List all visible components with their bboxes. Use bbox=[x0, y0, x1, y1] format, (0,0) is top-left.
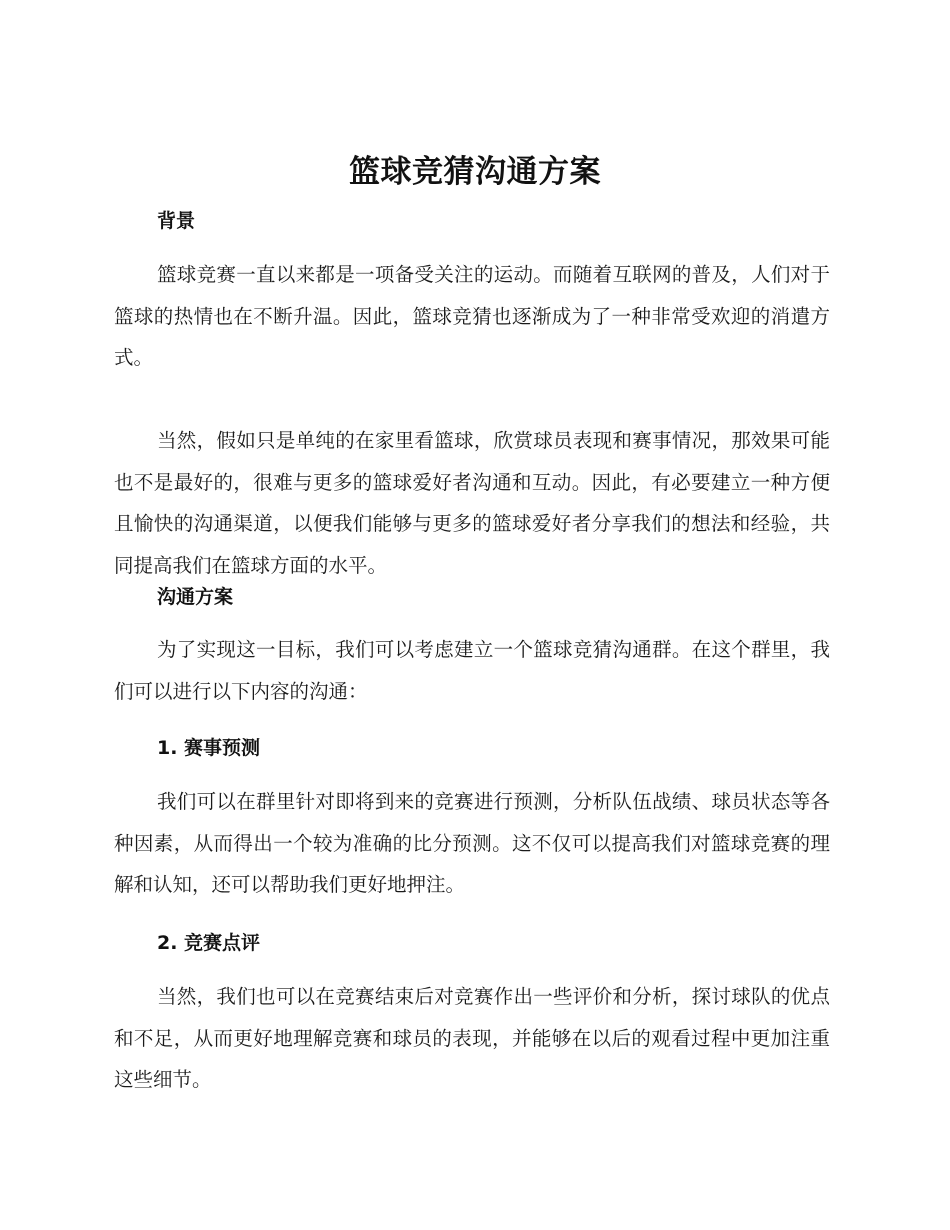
item-heading-match-prediction: 1. 赛事预测 bbox=[157, 737, 261, 759]
page-title: 篮球竞猜沟通方案 bbox=[349, 154, 601, 190]
paragraph-background-1: 篮球竞赛一直以来都是一项备受关注的运动。而随着互联网的普及，人们对于篮球的热情也在不断升温。因此，篮球竞猜也逐渐成为了一种非常受欢迎的消遣方式。 bbox=[114, 263, 830, 369]
paragraph-background-2: 当然，假如只是单纯的在家里看篮球，欣赏球员表现和赛事情况，那效果可能也不是最好的，很难与更多的篮球爱好者沟通和互动。因此，有必要建立一种方便且愉快的沟通渠道，以便我们能够与更多的篮球爱好者分享我们的想法和经验，共同提高我们在篮球方面的水平。 bbox=[114, 429, 830, 577]
item-heading-match-review: 2. 竞赛点评 bbox=[157, 932, 261, 954]
paragraph-match-prediction: 我们可以在群里针对即将到来的竞赛进行预测，分析队伍战绩、球员状态等各种因素，从而得出一个较为准确的比分预测。这不仅可以提高我们对篮球竞赛的理解和认知，还可以帮助我们更好地押注。 bbox=[114, 790, 830, 896]
paragraph-communication-intro: 为了实现这一目标，我们可以考虑建立一个篮球竞猜沟通群。在这个群里，我们可以进行以下内容的沟通： bbox=[114, 638, 830, 703]
section-heading-communication-plan: 沟通方案 bbox=[157, 586, 234, 608]
section-heading-background: 背景 bbox=[157, 210, 196, 232]
paragraph-match-review: 当然，我们也可以在竞赛结束后对竞赛作出一些评价和分析，探讨球队的优点和不足，从而更好地理解竞赛和球员的表现，并能够在以后的观看过程中更加注重这些细节。 bbox=[114, 985, 830, 1091]
